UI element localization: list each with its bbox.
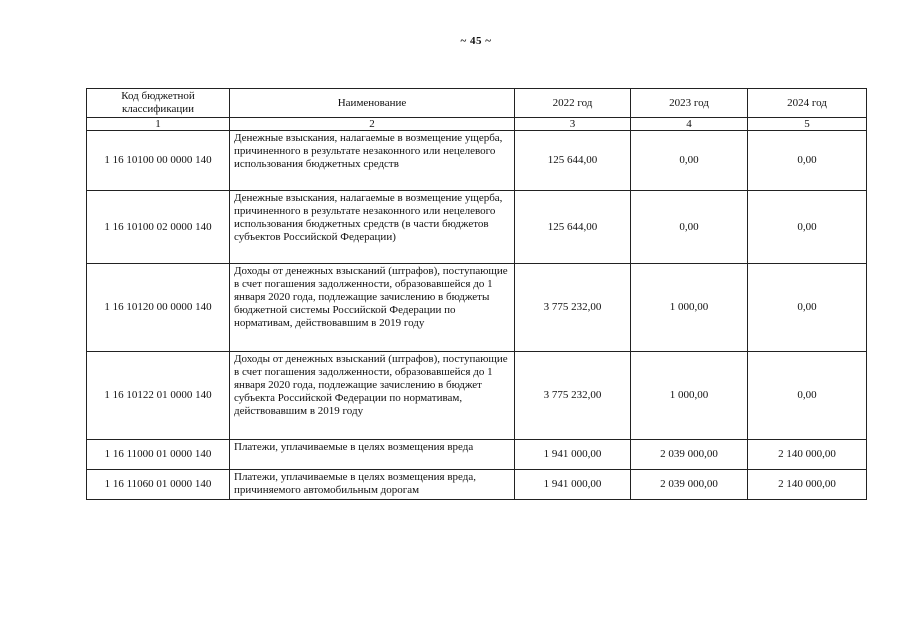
row-name: Платежи, уплачиваемые в целях возмещения вреда, причиняемого автомобильным дорогам: [230, 470, 515, 500]
table-row: [87, 131, 867, 191]
row-code: 1 16 11060 01 0000 140: [87, 470, 230, 500]
header-2022: 2022 год: [515, 89, 631, 118]
row-name: Денежные взыскания, налагаемые в возмещение ущерба, причиненного в результате незаконного или нецелевого использования бюджетных средств: [230, 131, 515, 191]
row-amount-2022: 1 941 000,00: [515, 440, 631, 470]
header-code: Код бюджетной классификации: [87, 89, 230, 118]
row-amount-2023: 0,00: [631, 131, 748, 191]
page-number: ~ 45 ~: [460, 35, 492, 47]
table-row: [87, 191, 867, 264]
table-row: [87, 470, 867, 500]
row-amount-2024: 0,00: [748, 131, 867, 191]
column-number: 5: [748, 118, 867, 131]
row-amount-2024: 0,00: [748, 191, 867, 264]
column-number: 1: [87, 118, 230, 131]
row-name: Денежные взыскания, налагаемые в возмещение ущерба, причиненного в результате незаконного или нецелевого использования бюджетных средств (в части бюджетов субъектов Российской Федерации): [230, 191, 515, 264]
row-amount-2022: 125 644,00: [515, 191, 631, 264]
row-amount-2022: 1 941 000,00: [515, 470, 631, 500]
header-2024: 2024 год: [748, 89, 867, 118]
row-code: 1 16 10100 02 0000 140: [87, 191, 230, 264]
header-name: Наименование: [230, 89, 515, 118]
table-header-row: [87, 89, 867, 118]
row-amount-2023: 0,00: [631, 191, 748, 264]
row-amount-2024: 2 140 000,00: [748, 440, 867, 470]
row-amount-2023: 2 039 000,00: [631, 440, 748, 470]
budget-revenue-table: [86, 88, 867, 500]
column-number: 3: [515, 118, 631, 131]
row-name: Платежи, уплачиваемые в целях возмещения вреда: [230, 440, 515, 470]
table-row: [87, 264, 867, 352]
row-amount-2022: 3 775 232,00: [515, 352, 631, 440]
row-amount-2024: 0,00: [748, 264, 867, 352]
row-amount-2024: 0,00: [748, 352, 867, 440]
column-number: 2: [230, 118, 515, 131]
row-amount-2022: 125 644,00: [515, 131, 631, 191]
row-code: 1 16 10120 00 0000 140: [87, 264, 230, 352]
table-row: [87, 440, 867, 470]
row-amount-2023: 1 000,00: [631, 264, 748, 352]
row-code: 1 16 10122 01 0000 140: [87, 352, 230, 440]
table-row: [87, 352, 867, 440]
row-name: Доходы от денежных взысканий (штрафов), поступающие в счет погашения задолженности, образовавшейся до 1 января 2020 года, подлежащие зачислению в бюджет субъекта Российской Федерации по нормативам, действовавшим в 2019 году: [230, 352, 515, 440]
row-code: 1 16 10100 00 0000 140: [87, 131, 230, 191]
header-2023: 2023 год: [631, 89, 748, 118]
column-number: 4: [631, 118, 748, 131]
row-code: 1 16 11000 01 0000 140: [87, 440, 230, 470]
row-amount-2023: 1 000,00: [631, 352, 748, 440]
row-name: Доходы от денежных взысканий (штрафов), поступающие в счет погашения задолженности, образовавшейся до 1 января 2020 года, подлежащие зачислению в бюджеты бюджетной системы Российской Федерации по нормативам, действовавшим в 2019 году: [230, 264, 515, 352]
row-amount-2023: 2 039 000,00: [631, 470, 748, 500]
row-amount-2022: 3 775 232,00: [515, 264, 631, 352]
column-number-row: [87, 118, 867, 131]
row-amount-2024: 2 140 000,00: [748, 470, 867, 500]
